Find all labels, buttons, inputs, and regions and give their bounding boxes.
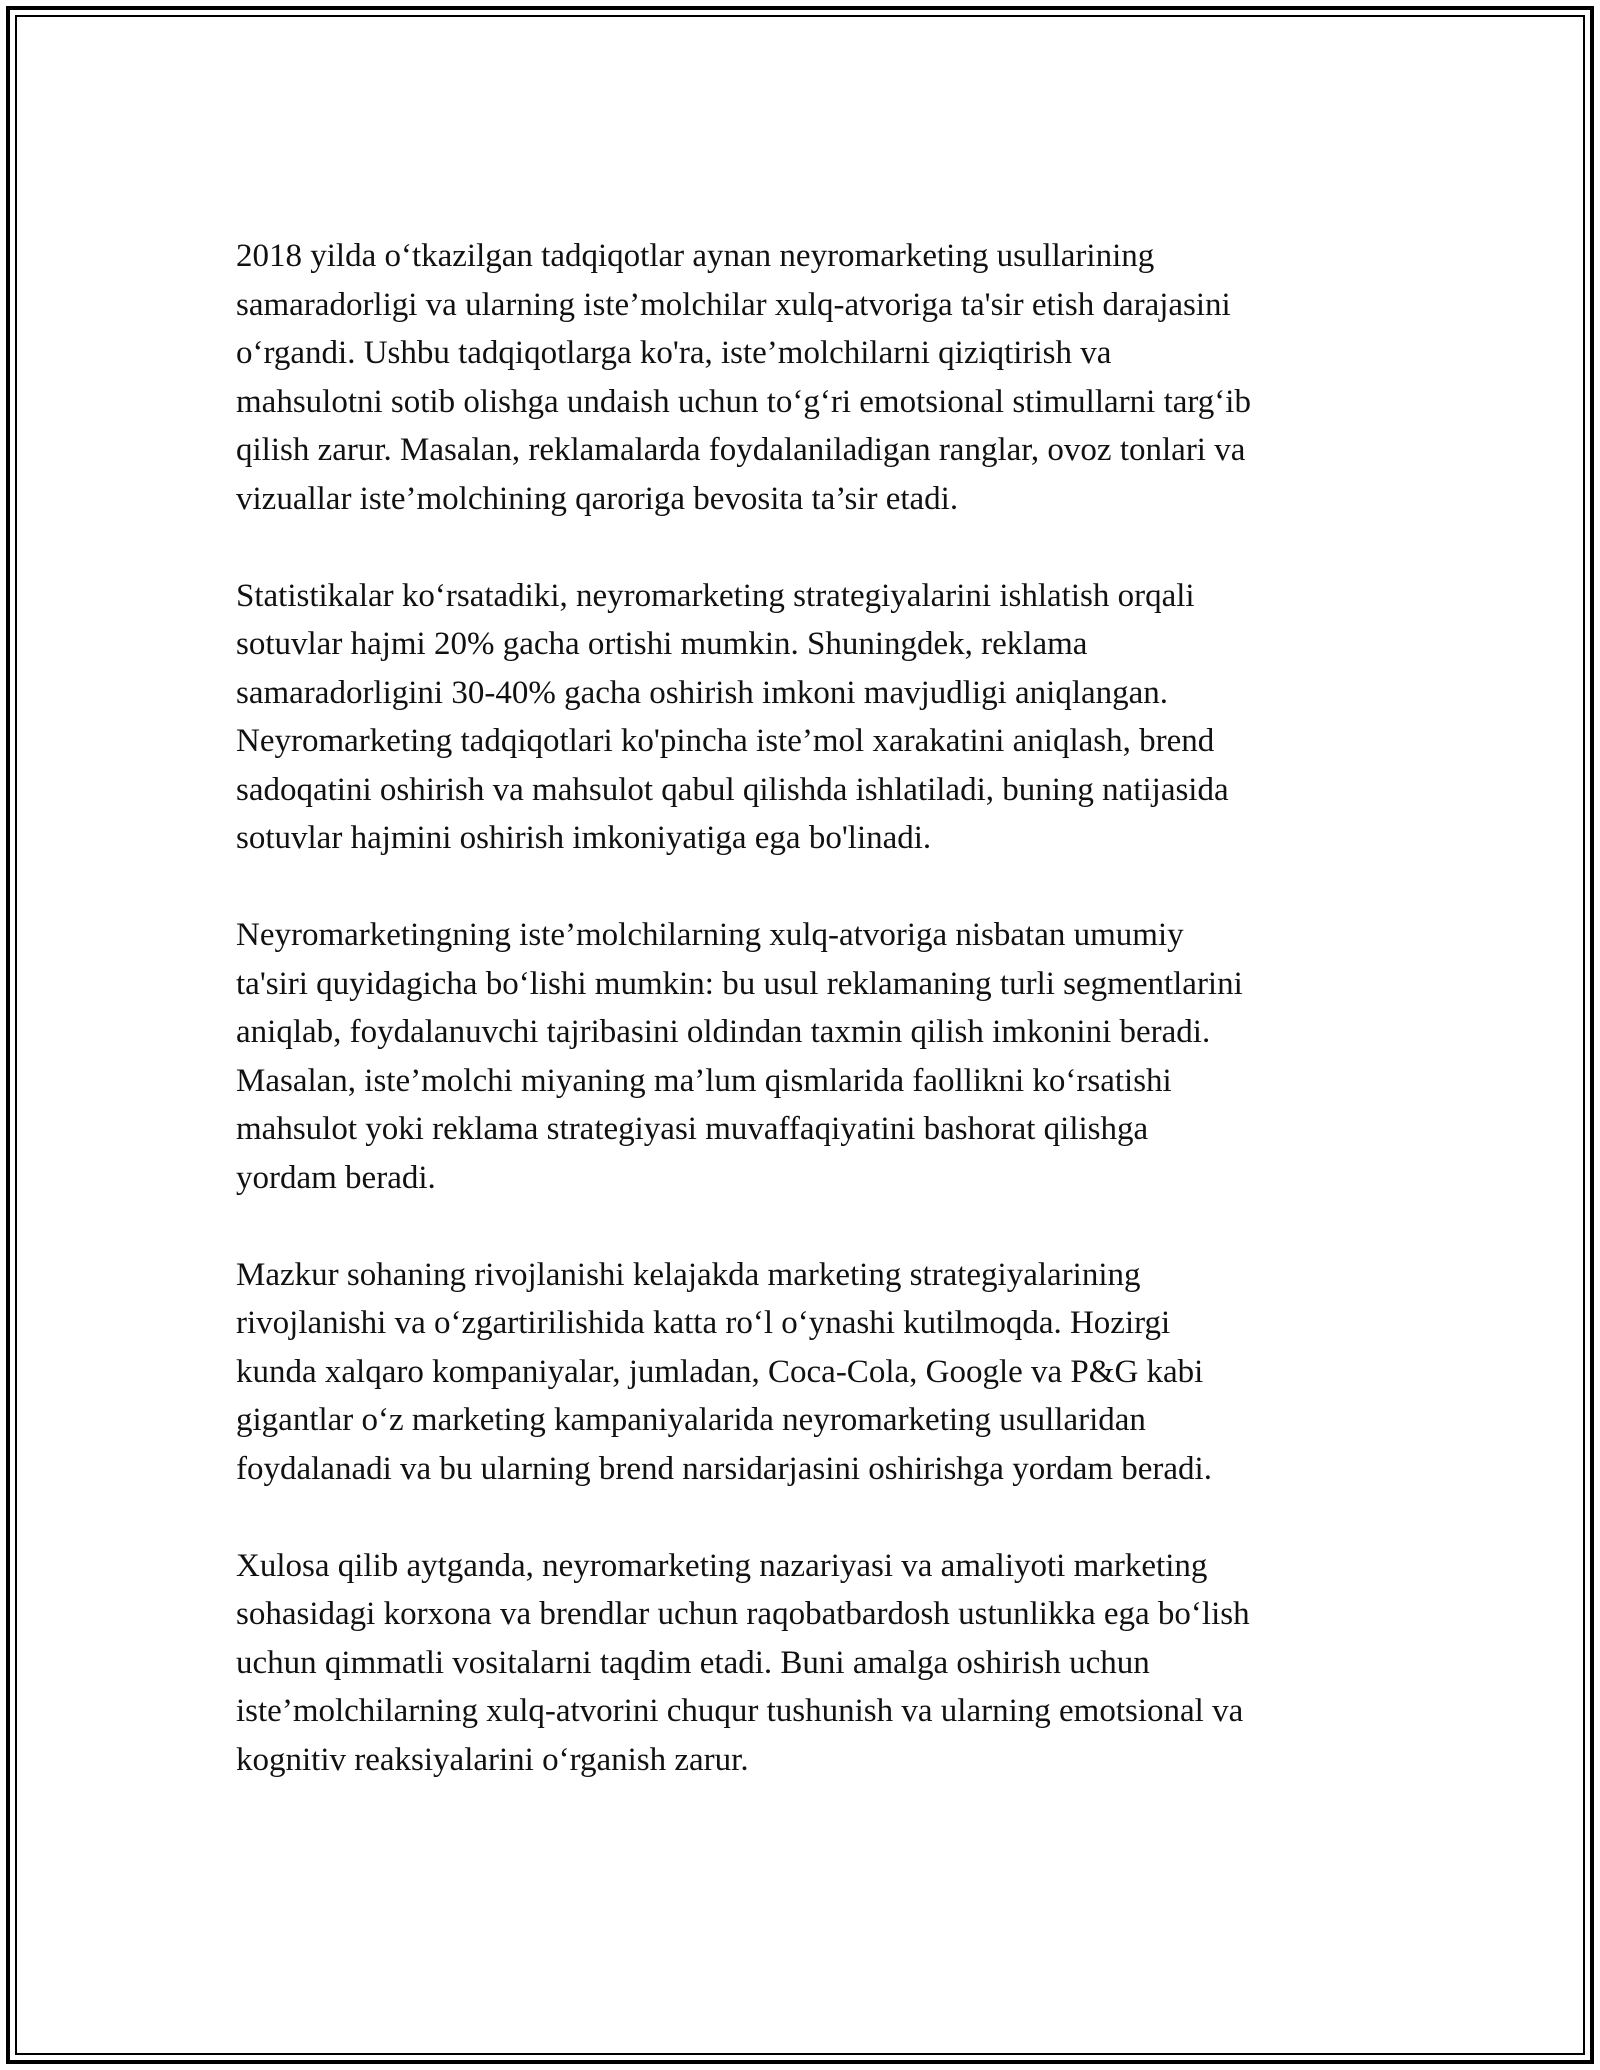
paragraph-2 bbox=[236, 572, 1376, 863]
text-line: sohasidagi korxona va brendlar uchun raqobatbardosh ustunlikka ega boʻlish bbox=[236, 1596, 1250, 1632]
text-line: 2018 yilda oʻtkazilgan tadqiqotlar aynan neyromarketing usullarining bbox=[236, 238, 1155, 274]
text-line: Neyromarketingning iste’molchilarning xulq-atvoriga nisbatan umumiy bbox=[236, 917, 1184, 953]
paragraph-4 bbox=[236, 1251, 1376, 1494]
paragraph-5 bbox=[236, 1542, 1376, 1785]
text-line: sotuvlar hajmi 20% gacha ortishi mumkin. Shuningdek, reklama bbox=[236, 626, 1088, 662]
text-line: mahsulot yoki reklama strategiyasi muvaffaqiyatini bashorat qilishga bbox=[236, 1111, 1149, 1147]
text-line: kunda xalqaro kompaniyalar, jumladan, Coca-Cola, Google va P&G kabi bbox=[236, 1353, 1204, 1390]
text-line: samaradorligi va ularning iste’molchilar xulq-atvoriga ta'sir etish darajasini bbox=[236, 286, 1231, 323]
text-line: Masalan, iste’molchi miyaning ma’lum qismlarida faollikni koʻrsatishi bbox=[236, 1062, 1172, 1099]
text-line: sotuvlar hajmini oshirish imkoniyatiga ega bo'linadi. bbox=[236, 820, 932, 856]
text-line: gigantlar oʻz marketing kampaniyalarida neyromarketing usullaridan bbox=[236, 1402, 1146, 1438]
document-body bbox=[236, 232, 1376, 1833]
text-line: qilish zarur. Masalan, reklamalarda foydalaniladigan ranglar, ovoz tonlari va bbox=[236, 432, 1246, 468]
paragraph-3 bbox=[236, 911, 1376, 1202]
text-line: aniqlab, foydalanuvchi tajribasini oldindan taxmin qilish imkonini beradi. bbox=[236, 1014, 1211, 1050]
text-line: foydalanadi va bu ularning brend narsidarjasini oshirishga yordam beradi. bbox=[236, 1450, 1212, 1487]
text-line: oʻrgandi. Ushbu tadqiqotlarga ko'ra, iste’molchilarni qiziqtirish va bbox=[236, 335, 1112, 371]
text-line: sadoqatini oshirish va mahsulot qabul qilishda ishlatiladi, buning natijasida bbox=[236, 771, 1229, 808]
text-line: kognitiv reaksiyalarini oʻrganish zarur. bbox=[236, 1741, 749, 1778]
text-line: rivojlanishi va oʻzgartirilishida katta roʻl oʻynashi kutilmoqda. Hozirgi bbox=[236, 1305, 1171, 1341]
text-line: Neyromarketing tadqiqotlari ko'pincha iste’mol xarakatini aniqlash, brend bbox=[236, 723, 1215, 759]
text-line: mahsulotni sotib olishga undaish uchun toʻgʻri emotsional stimullarni targʻib bbox=[236, 383, 1251, 420]
text-line: Xulosa qilib aytganda, neyromarketing nazariyasi va amaliyoti marketing bbox=[236, 1547, 1208, 1584]
text-line: uchun qimmatli vositalarni taqdim etadi. Buni amalga oshirish uchun bbox=[236, 1644, 1150, 1681]
text-line: vizuallar iste’molchining qaroriga bevosita ta’sir etadi. bbox=[236, 480, 959, 517]
text-line: iste’molchilarning xulq-atvorini chuqur tushunish va ularning emotsional va bbox=[236, 1693, 1244, 1729]
text-line: Statistikalar koʻrsatadiki, neyromarketing strategiyalarini ishlatish orqali bbox=[236, 577, 1195, 614]
paragraph-1 bbox=[236, 232, 1376, 523]
text-line: Mazkur sohaning rivojlanishi kelajakda marketing strategiyalarining bbox=[236, 1256, 1141, 1293]
text-line: yordam beradi. bbox=[236, 1159, 436, 1196]
text-line: ta'siri quyidagicha boʻlishi mumkin: bu usul reklamaning turli segmentlarini bbox=[236, 965, 1243, 1002]
text-line: samaradorligini 30-40% gacha oshirish imkoni mavjudligi aniqlangan. bbox=[236, 674, 1169, 711]
